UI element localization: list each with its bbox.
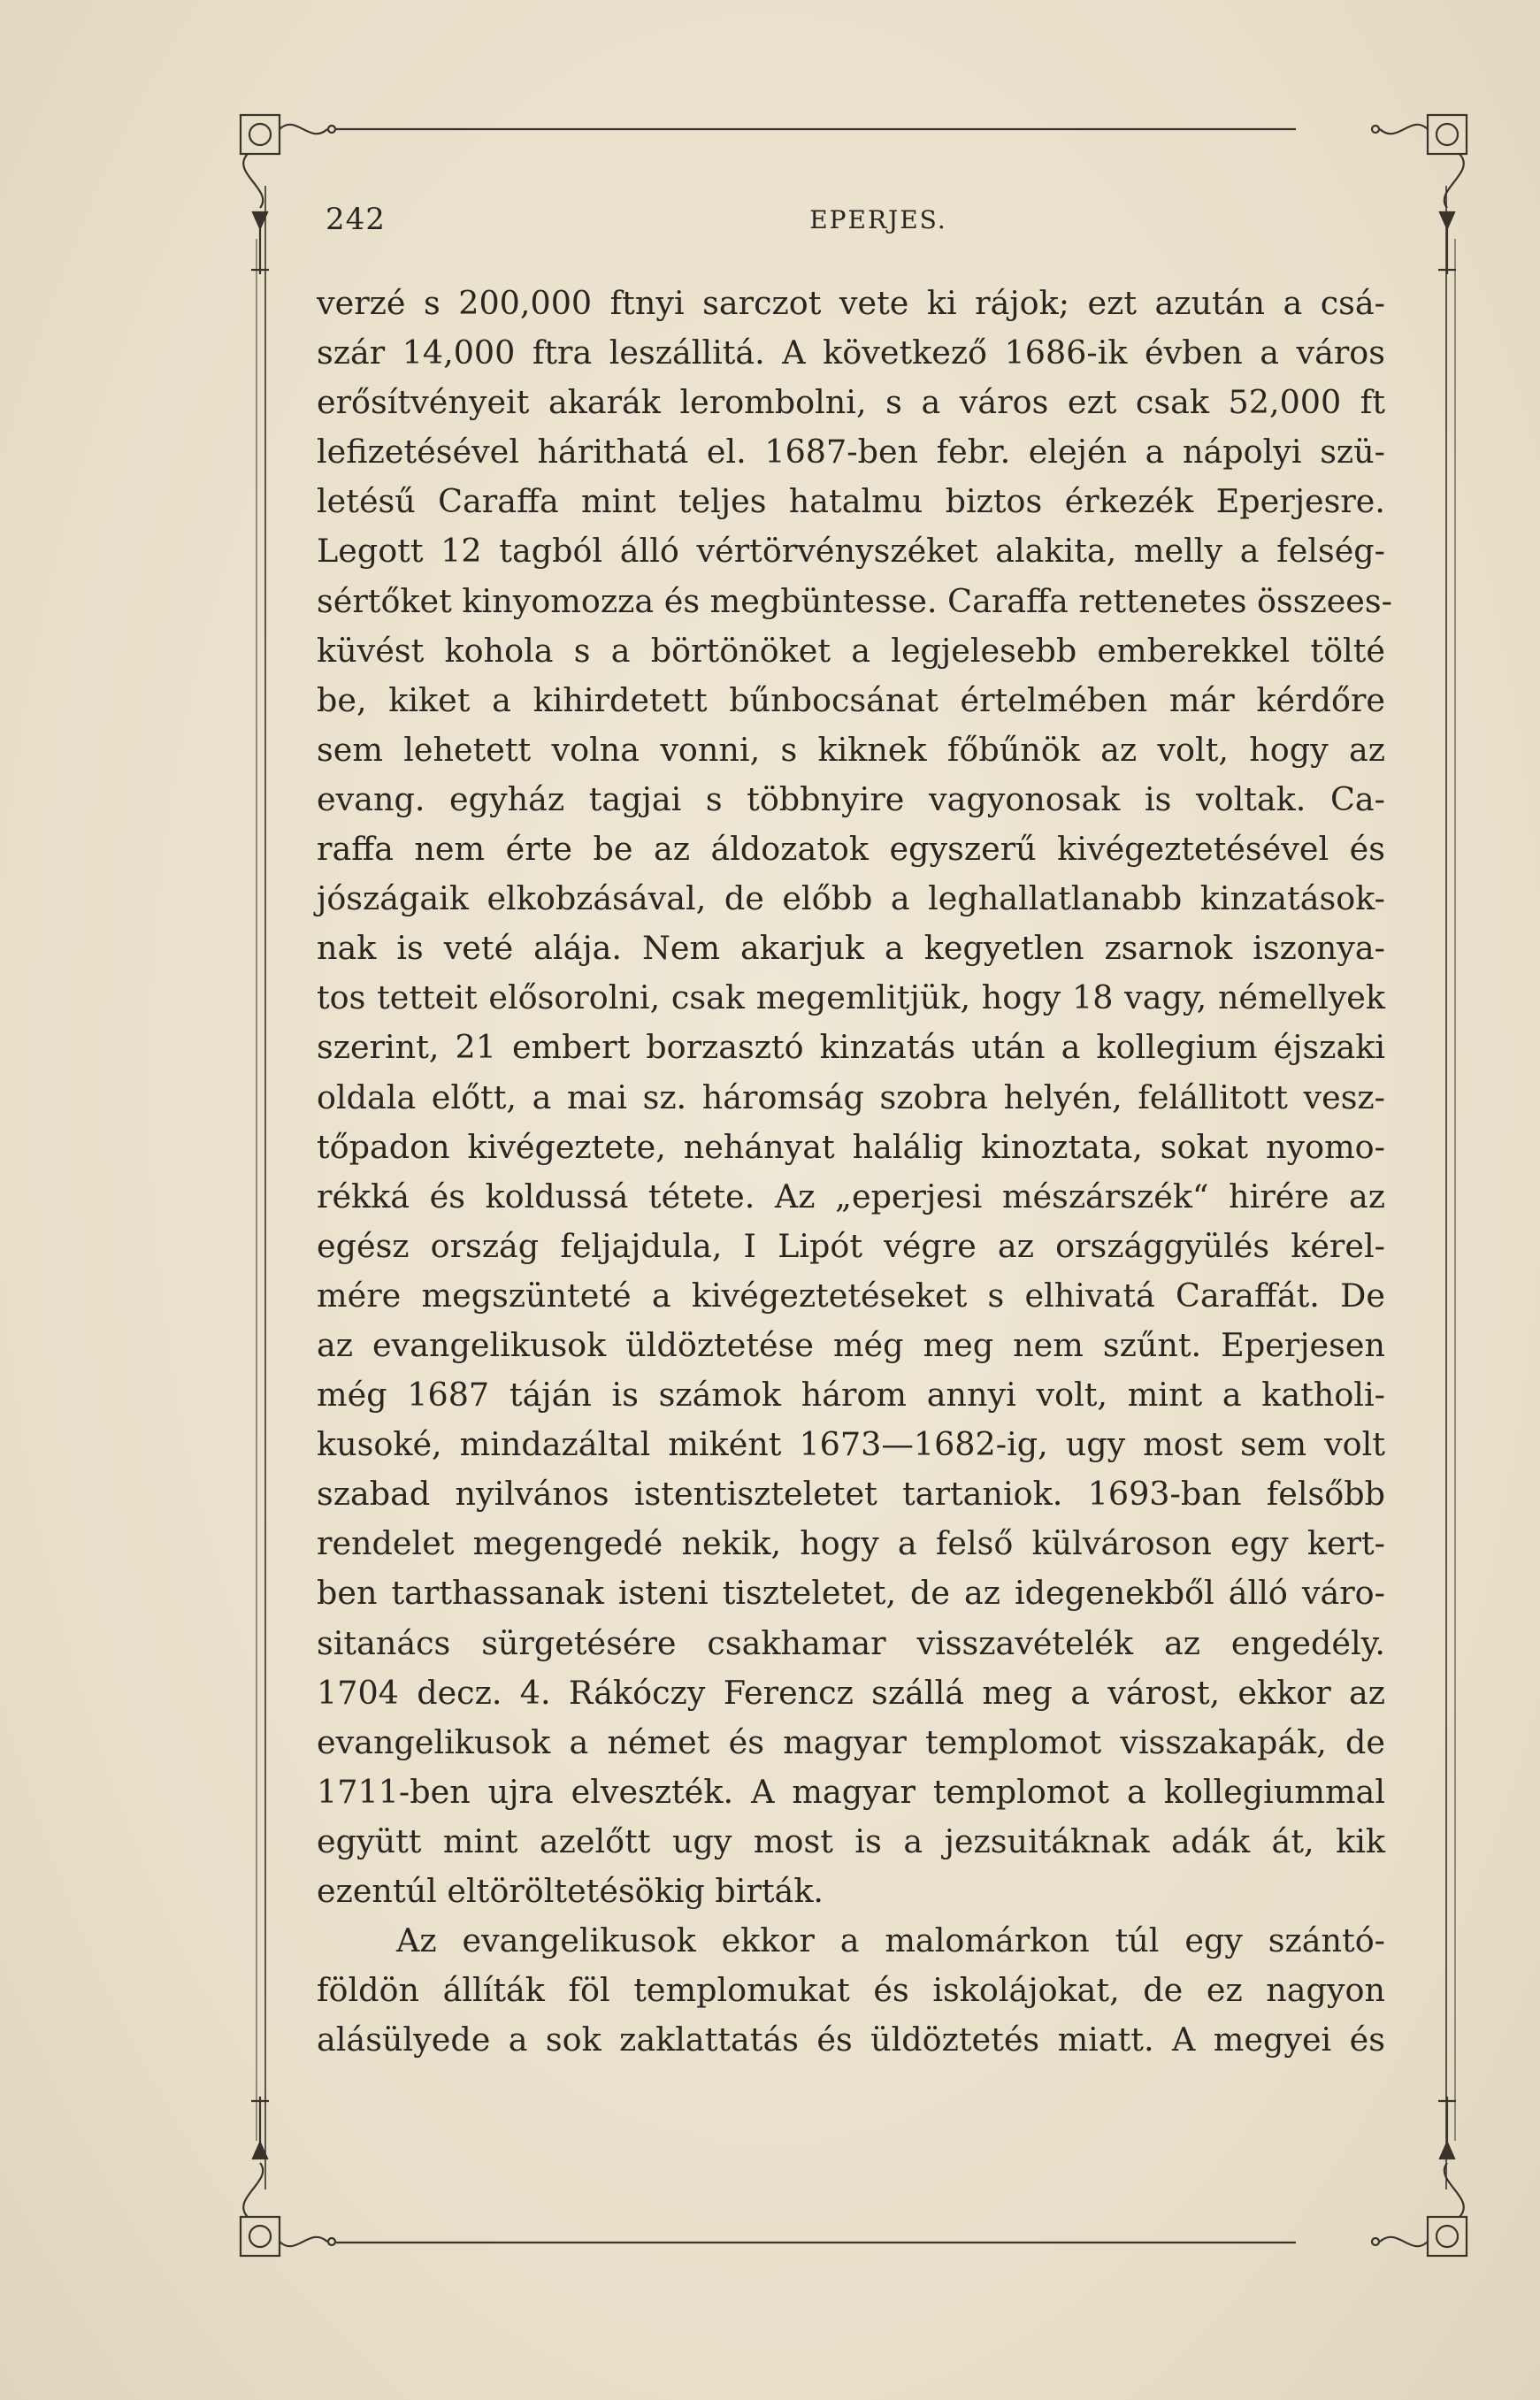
- text-line: lefizetésével hárithatá el. 1687-ben febr. elején a nápolyi szü-: [317, 433, 1385, 472]
- text-line: szabad nyilvános istentiszteletet tartaniok. 1693-ban felsőbb: [317, 1475, 1385, 1514]
- paragraph: [317, 1916, 1385, 2065]
- text-line: együtt mint azelőtt ugy most is a jezsuitáknak adák át, kik: [317, 1821, 1385, 1860]
- text-line: erősítvényeit akarák lerombolni, s a város ezt csak 52,000 ft: [317, 383, 1385, 422]
- body-text: [317, 279, 1392, 2065]
- text-line: evangelikusok a német és magyar templomot visszakapák, de: [317, 1722, 1385, 1761]
- text-line: egész ország feljajdula, I Lipót végre az országgyülés kérel-: [317, 1226, 1385, 1265]
- text-line: küvést kohola s a börtönöket a legjelesebb emberekkel tölté: [317, 631, 1385, 670]
- text-line: még 1687 táján is számok három annyi volt, mint a katholi-: [317, 1376, 1385, 1415]
- text-line: mére megszünteté a kivégeztetéseket s elhivatá Caraffát. De: [317, 1276, 1385, 1315]
- text-line: jószágaik elkobzásával, de előbb a leghallatlanabb kinzatások-: [317, 879, 1385, 918]
- text-line: be, kiket a kihirdetett bűnbocsánat értelmében már kérdőre: [317, 680, 1385, 719]
- text-line: sitanács sürgetésére csakhamar visszavételék az engedély.: [317, 1623, 1385, 1662]
- text-line: letésű Caraffa mint teljes hatalmu biztos érkezék Eperjesre.: [317, 482, 1385, 521]
- page-number: 242: [326, 202, 386, 237]
- text-line: nak is veté alája. Nem akarjuk a kegyetlen zsarnok iszonya-: [317, 929, 1385, 968]
- text-line: verzé s 200,000 ftnyi sarczot vete ki rájok; ezt azután a csá-: [317, 284, 1385, 322]
- text-line: rendelet megengedé nekik, hogy a felső külvároson egy kert-: [317, 1524, 1385, 1563]
- text-line: sem lehetett volna vonni, s kiknek főbűnök az volt, hogy az: [317, 730, 1385, 769]
- text-line: raffa nem érte be az áldozatok egyszerű kivégeztetésével és: [317, 830, 1385, 869]
- text-line: 1711-ben ujra elveszték. A magyar templomot a kollegiummal: [317, 1772, 1385, 1811]
- text-line: Az evangelikusok ekkor a malomárkon túl egy szántó-: [396, 1921, 1385, 1960]
- text-line: evang. egyház tagjai s többnyire vagyonosak is voltak. Ca-: [317, 779, 1385, 818]
- text-line: alásülyede a sok zaklattatás és üldöztetés miatt. A megyei és: [317, 2020, 1385, 2059]
- text-line: Legott 12 tagból álló vértörvényszéket alakita, melly a felség-: [317, 532, 1385, 571]
- text-line: szerint, 21 embert borzasztó kinzatás után a kollegium éjszaki: [317, 1028, 1385, 1067]
- text-line: ben tarthassanak isteni tiszteletet, de az idegenekből álló váro-: [317, 1574, 1385, 1613]
- text-line: földön állíták föl templomukat és iskolájokat, de ez nagyon: [317, 1971, 1385, 2010]
- page-header: [326, 202, 1431, 255]
- text-line: tőpadon kivégeztete, nehányat halálig kinoztata, sokat nyomo-: [317, 1127, 1385, 1166]
- text-line: szár 14,000 ftra leszállitá. A következő 1686-ik évben a város: [317, 334, 1385, 372]
- paragraph: [317, 279, 1392, 1916]
- text-line: kusoké, mindazáltal miként 1673—1682-ig, ugy most sem volt: [317, 1425, 1385, 1464]
- text-line: rékká és koldussá tétete. Az „eperjesi mészárszék“ hirére az: [317, 1177, 1385, 1215]
- text-line: ezentúl eltöröltetésökig birták.: [317, 1872, 824, 1910]
- text-line: 1704 decz. 4. Rákóczy Ferencz szállá meg a várost, ekkor az: [317, 1673, 1385, 1712]
- text-line: sértőket kinyomozza és megbüntesse. Caraffa rettenetes összees-: [317, 581, 1392, 620]
- text-line: az evangelikusok üldöztetése még meg nem szűnt. Eperjesen: [317, 1325, 1385, 1364]
- running-head: EPERJES.: [809, 205, 947, 234]
- text-line: tos tetteit elősorolni, csak megemlitjük, hogy 18 vagy, némellyek: [317, 978, 1385, 1017]
- text-line: oldala előtt, a mai sz. háromság szobra helyén, felállitott vesz-: [317, 1077, 1385, 1116]
